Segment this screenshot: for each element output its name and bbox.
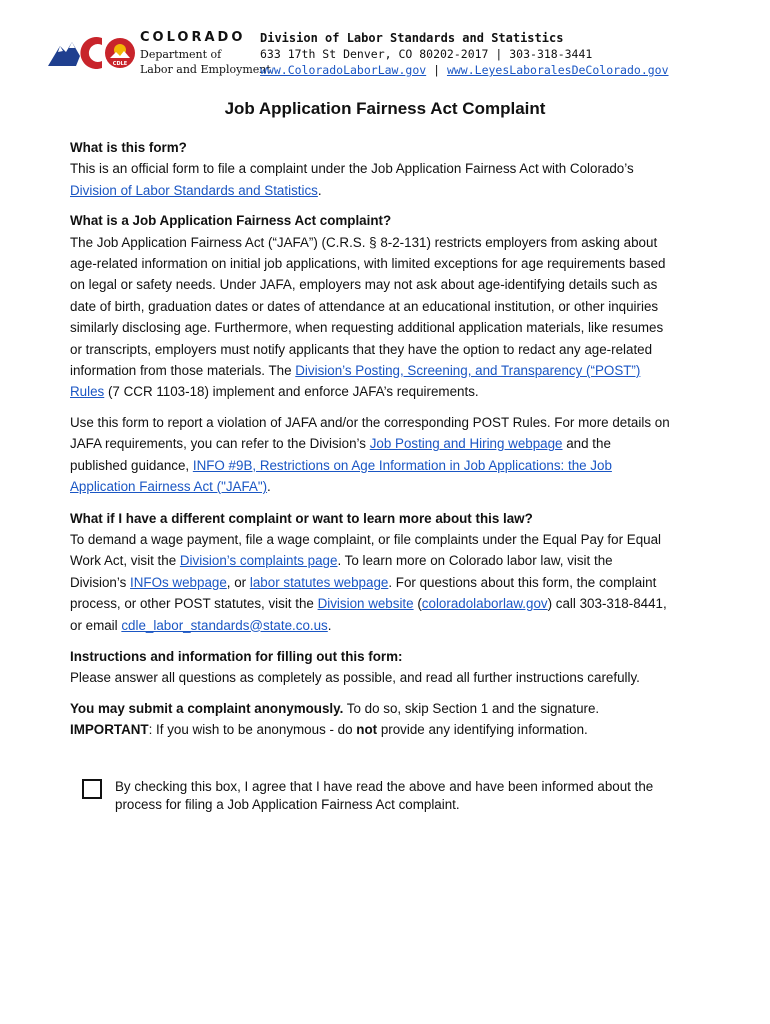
important-note: IMPORTANT: If you wish to be anonymous - do not provide any identifying information. [70, 722, 588, 738]
labor-statutes-link[interactable]: labor statutes webpage [249, 574, 389, 590]
email-link[interactable]: cdle_labor_standards@state.co.us [121, 617, 328, 633]
colorado-cdle-logo [46, 30, 136, 72]
agreement-text: By checking this box, I agree that I have read the above and have been informed about the process for filing a Job Application Fairness Act complaint. [115, 779, 654, 812]
complaints-page-link[interactable]: Division’s complaints page [179, 553, 338, 569]
different-complaint-heading: What if I have a different complaint or want to learn more about this law? [70, 510, 533, 526]
instructions-text: Please answer all questions as completely as possible, and read all further instructions carefully. [70, 670, 640, 686]
colorado-labor-law-link[interactable]: www.ColoradoLaborLaw.gov [260, 63, 427, 77]
what-is-form-text: This is an official form to file a complaint under the Job Application Fairness Act with Colorado’s Division of Labor Standards and Statistics. [70, 161, 634, 198]
brand-name: COLORADO [140, 30, 246, 45]
what-is-form-heading: What is this form? [70, 140, 187, 155]
anonymous-note: You may submit a complaint anonymously. To do so, skip Section 1 and the signature. [70, 700, 600, 716]
division-address: 633 17th St Denver, CO 80202-2017 | 303-318-3441 [260, 47, 593, 61]
division-website-link[interactable]: Division website [317, 596, 414, 612]
what-is-complaint-heading: What is a Job Application Fairness Act complaint? [70, 213, 392, 229]
different-complaint-text: To demand a wage payment, file a wage complaint, or file complaints under the Equal Pay for Equal Work Act, visit the Division’s complaints page. To learn more on Colorado labor law, visit the Division’s INFOs webpage, or labor statutes webpage. For questions about this form, the complaint process, or other POST statutes, visit the Division website (coloradolaborlaw.gov) call 303-318-8441, or email cdle_labor_standards@state.co.us. [70, 531, 667, 633]
instructions-heading: Instructions and information for filling out this form: [70, 648, 403, 664]
brand-dept-line-2: Labor and Employment [140, 63, 271, 76]
brand-block [140, 30, 271, 76]
letterhead [0, 0, 770, 90]
division-name: Division of Labor Standards and Statistics [260, 31, 564, 45]
division-link[interactable]: Division of Labor Standards and Statistics [70, 182, 318, 198]
brand-dept-line-1: Department of [140, 48, 222, 61]
report-violation-text: Use this form to report a violation of JAFA and/or the corresponding POST Rules. For more details on JAFA requirements, you can refer to the Division’s Job Posting and Hiring webpage and the published guidance, INFO #9B, Restrictions on Age Information in Job Applications: the Job Application Fairness Act ("JAFA"). [70, 414, 670, 495]
svg-text:CDLE: CDLE [112, 61, 128, 67]
division-info [260, 30, 669, 78]
jafa-description: The Job Application Fairness Act (“JAFA”) (C.R.S. § 8-2-131) restricts employers from asking about age-related information on initial job applications, with limited exceptions for age requirements based on legal or safety needs. Under JAFA, employers may not ask about age-identifying details such as date of birth, graduation dates or dates of attendance at an educational institution, or other inquiries similarly disclosing age. Furthermore, when requesting additional application materials, like resumes or transcripts, employers must notify applicants that they have the option to redact any age-related information from those materials. The Division’s Posting, Screening, and Transparency (“POST”) Rules (7 CCR 1103-18) implement and enforce JAFA’s requirements. [70, 234, 666, 400]
division-links [260, 62, 669, 78]
link-separator: | [426, 63, 447, 77]
page-title: Job Application Fairness Act Complaint [224, 99, 546, 118]
agreement-row [82, 779, 682, 819]
agreement-checkbox[interactable] [82, 779, 102, 799]
info-9b-link[interactable]: INFO #9B, Restrictions on Age Information in Job Applications: the Job Application Fairness Act ("JAFA") [70, 457, 612, 495]
leyes-laborales-link[interactable]: www.LeyesLaboralesDeColorado.gov [446, 63, 669, 77]
post-rules-link[interactable]: Division’s Posting, Screening, and Transparency (“POST”) Rules [70, 363, 641, 400]
form-intro [70, 137, 670, 741]
infos-webpage-link[interactable]: INFOs webpage [130, 574, 227, 590]
coloradolaborlaw-link[interactable]: coloradolaborlaw.gov [421, 596, 548, 612]
job-posting-webpage-link[interactable]: Job Posting and Hiring webpage [369, 436, 563, 452]
